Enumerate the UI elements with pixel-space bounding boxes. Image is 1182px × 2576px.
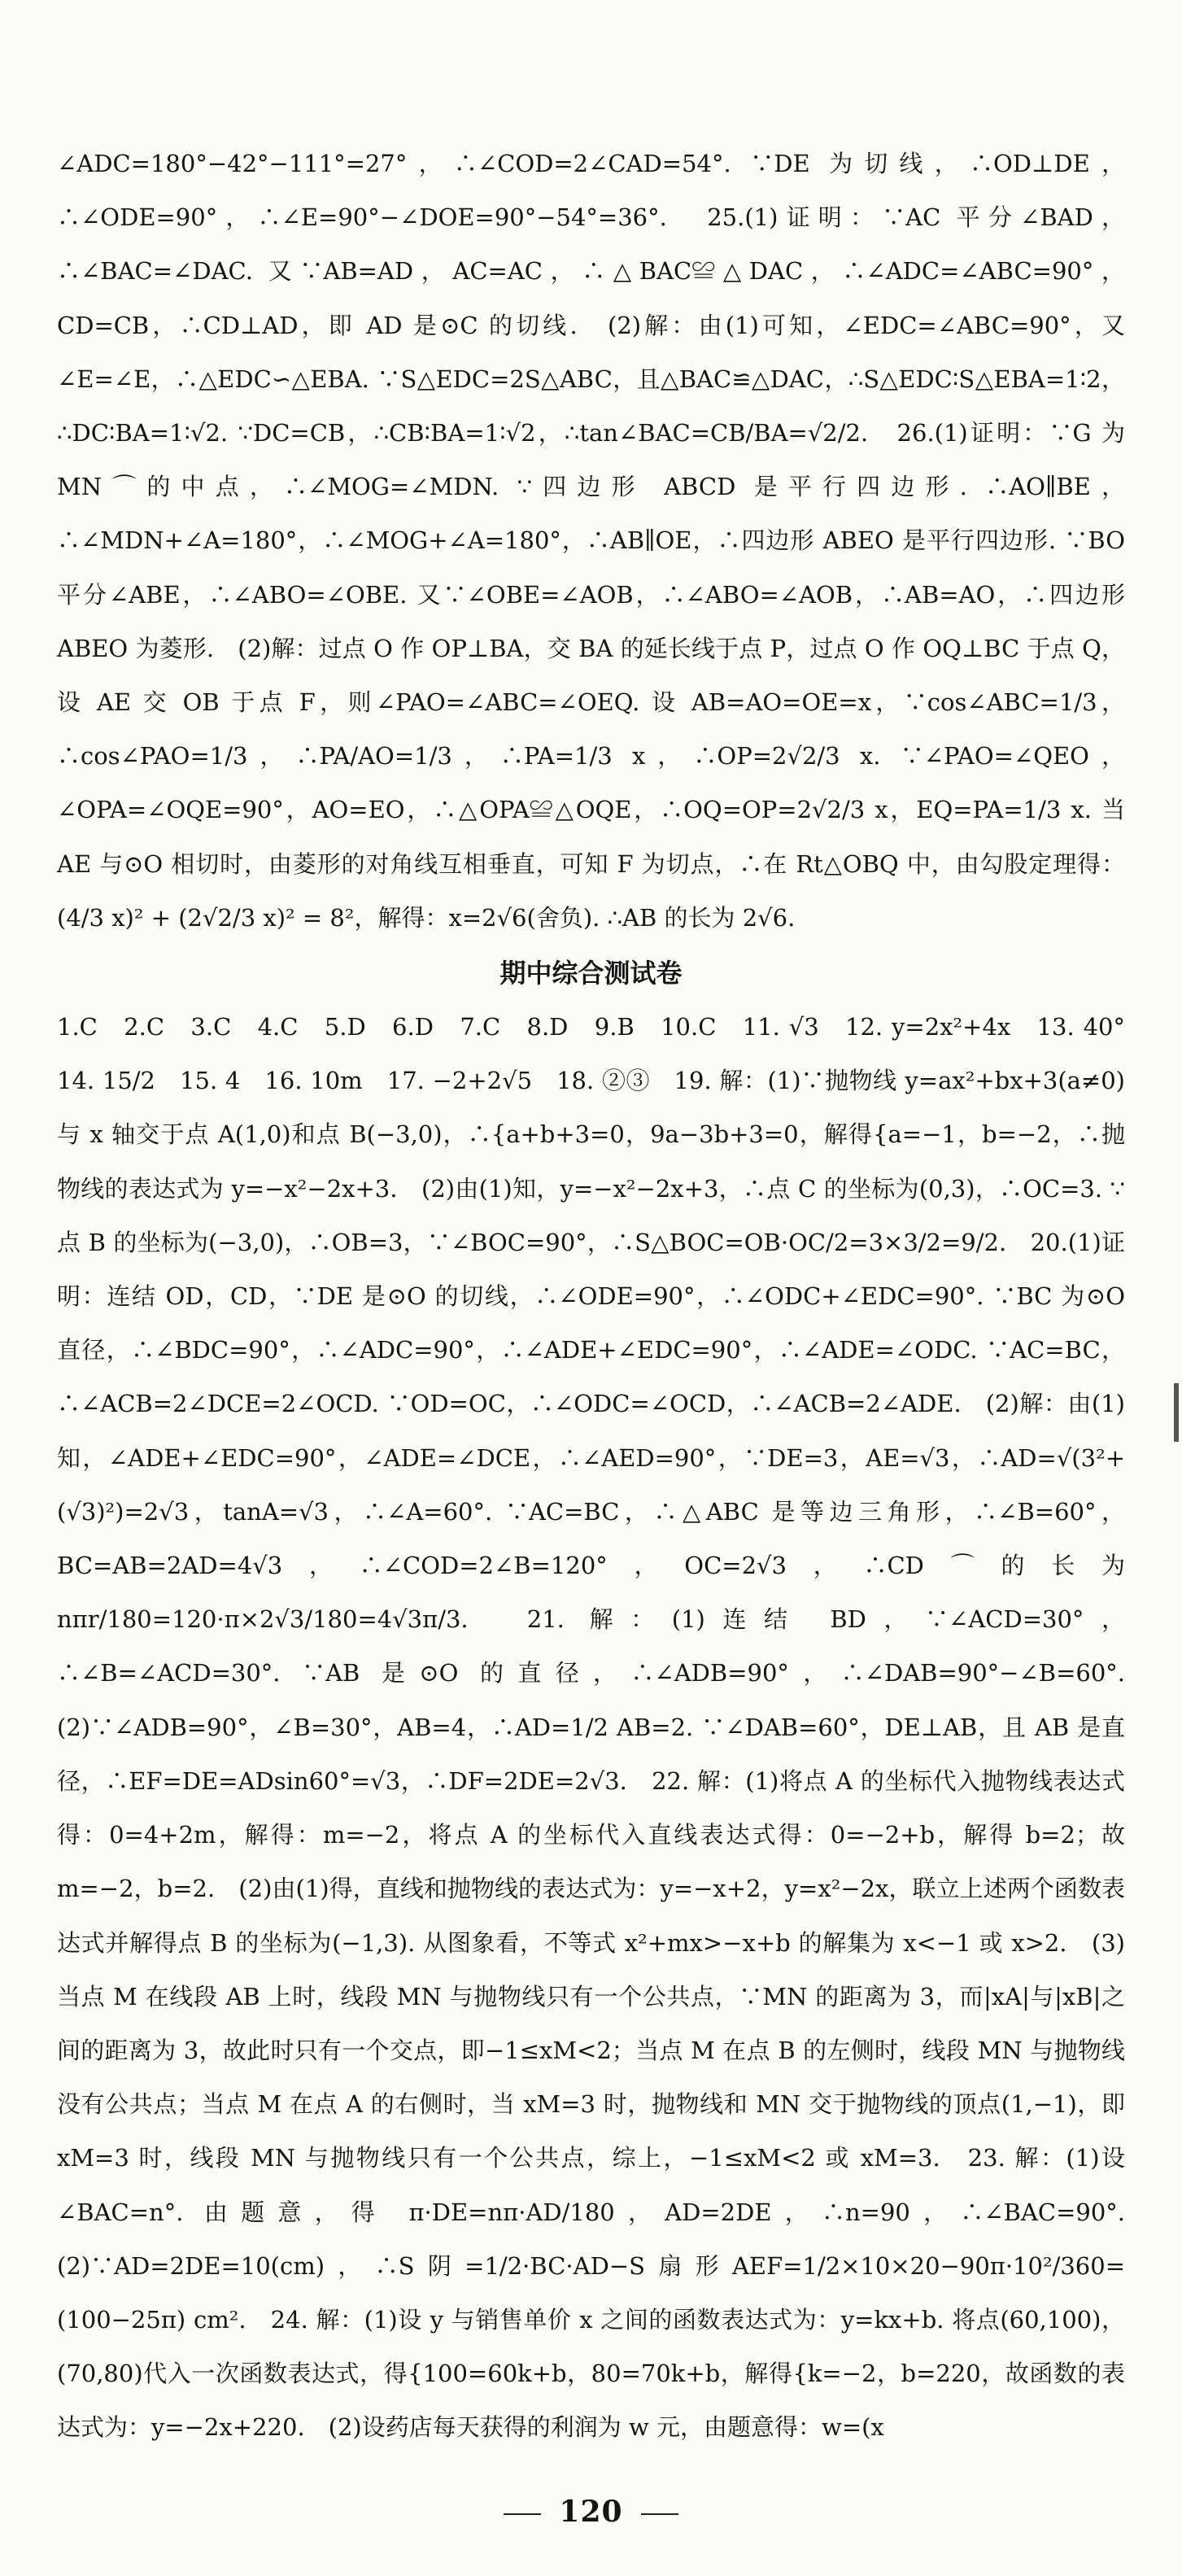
footer-dash-left [504, 2513, 541, 2515]
page-number: 120 [559, 2495, 623, 2529]
answer-paragraph-midterm: 1.C 2.C 3.C 4.C 5.D 6.D 7.C 8.D 9.B 10.C 11. √3 12. y=2x²+4x 13. 40° 14. 15/2 15. 4 16. 10m 17. −2+2√5 18. ②③ 19. 解：(1)∵抛物线 y=ax²+bx+3(a≠0)与 x 轴交于点 A(1,0)和点 B(−3,0)，∴{a+b+3=0，9a−3b+3=0，解得{a=−1，b=−2，∴抛物线的表达式为 y=−x²−2x+3. (2)由(1)知，y=−x²−2x+3，∴点 C 的坐标为(0,3)，∴OC=3. ∵点 B 的坐标为(−3,0)，∴OB=3，∵∠BOC=90°，∴S△BOC=OB·OC/2=3×3/2=9/2. 20.(1)证明：连结 OD，CD，∵DE 是⊙O 的切线，∴∠ODE=90°，∴∠ODC+∠EDC=90°. ∵BC 为⊙O 直径，∴∠BDC=90°，∴∠ADC=90°，∴∠ADE+∠EDC=90°，∴∠ADE=∠ODC. ∵AC=BC，∴∠ACB=2∠DCE=2∠OCD. ∵OD=OC，∴∠ODC=∠OCD，∴∠ACB=2∠ADE. (2)解：由(1)知，∠ADE+∠EDC=90°，∠ADE=∠DCE，∴∠AED=90°，∵DE=3，AE=√3，∴AD=√(3²+(√3)²)=2√3，tanA=√3，∴∠A=60°. ∵AC=BC，∴△ABC 是等边三角形，∴∠B=60°，BC=AB=2AD=4√3，∴∠COD=2∠B=120°，OC=2√3，∴CD⌒的长为 nπr/180=120·π×2√3/180=4√3π/3. 21. 解：(1)连结 BD，∵∠ACD=30°，∴∠B=∠ACD=30°. ∵AB 是⊙O 的直径，∴∠ADB=90°，∴∠DAB=90°−∠B=60°. (2)∵∠ADB=90°，∠B=30°，AB=4，∴AD=1/2 AB=2. ∵∠DAB=60°，DE⊥AB，且 AB 是直径，∴EF=DE=ADsin60°=√3，∴DF=2DE=2√3. 22. 解：(1)将点 A 的坐标代入抛物线表达式得：0=4+2m，解得：m=−2，将点 A 的坐标代入直线表达式得：0=−2+b，解得 b=2；故 m=−2，b=2. (2)由(1)得，直线和抛物线的表达式为：y=−x+2，y=x²−2x，联立上述两个函数表达式并解得点 B 的坐标为(−1,3). 从图象看，不等式 x²+mx>−x+b 的解集为 x<−1 或 x>2. (3)当点 M 在线段 AB 上时，线段 MN 与抛物线只有一个公共点，∵MN 的距离为 3，而|xA|与|xB|之间的距离为 3，故此时只有一个交点，即−1≤xM<2；当点 M 在点 B 的左侧时，线段 MN 与抛物线没有公共点；当点 M 在点 A 的右侧时，当 xM=3 时，抛物线和 MN 交于抛物线的顶点(1,−1)，即 xM=3 时，线段 MN 与抛物线只有一个公共点，综上，−1≤xM<2 或 xM=3. 23. 解：(1)设∠BAC=n°. 由题意，得 π·DE=nπ·AD/180，AD=2DE，∴n=90，∴∠BAC=90°. (2)∵AD=2DE=10(cm)，∴S阴=1/2·BC·AD−S扇形AEF=1/2×10×20−90π·10²/360=(100−25π) cm². 24. 解：(1)设 y 与销售单价 x 之间的函数表达式为：y=kx+b. 将点(60,100)，(70,80)代入一次函数表达式，得{100=60k+b，80=70k+b，解得{k=−2，b=220，故函数的表达式为：y=−2x+220. (2)设药店每天获得的利润为 w 元，由题意得：w=(x [57, 1013, 1149, 2442]
section-title: 期中综合测试卷 [499, 958, 683, 989]
edge-mark [1174, 1383, 1179, 1442]
footer-dash-right [641, 2513, 678, 2515]
page-number-footer [0, 2495, 1182, 2529]
answer-paragraph-continued: ∠ADC=180°−42°−111°=27°，∴∠COD=2∠CAD=54°. ∵DE 为切线，∴OD⊥DE，∴∠ODE=90°，∴∠E=90°−∠DOE=90°−54°=36°. 25.(1)证明：∵AC 平分∠BAD，∴∠BAC=∠DAC. 又∵AB=AD，AC=AC，∴△BAC≌△DAC，∴∠ADC=∠ABC=90°，CD=CB，∴CD⊥AD，即 AD 是⊙C 的切线. (2)解：由(1)可知，∠EDC=∠ABC=90°，又∠E=∠E，∴△EDC∽△EBA. ∵S△EDC=2S△ABC，且△BAC≌△DAC，∴S△EDC∶S△EBA=1∶2，∴DC∶BA=1∶√2. ∵DC=CB，∴CB∶BA=1∶√2，∴tan∠BAC=CB/BA=√2/2. 26.(1)证明：∵G 为MN⌒的中点，∴∠MOG=∠MDN. ∵四边形 ABCD 是平行四边形. ∴AO∥BE，∴∠MDN+∠A=180°，∴∠MOG+∠A=180°，∴AB∥OE，∴四边形 ABEO 是平行四边形. ∵BO 平分∠ABE，∴∠ABO=∠OBE. 又∵∠OBE=∠AOB，∴∠ABO=∠AOB，∴AB=AO，∴四边形 ABEO 为菱形. (2)解：过点 O 作 OP⊥BA，交 BA 的延长线于点 P，过点 O 作 OQ⊥BC 于点 Q，设 AE 交 OB 于点 F，则∠PAO=∠ABC=∠OEQ. 设 AB=AO=OE=x，∵cos∠ABC=1/3，∴cos∠PAO=1/3，∴PA/AO=1/3，∴PA=1/3 x，∴OP=2√2/3 x. ∵∠PAO=∠QEO，∠OPA=∠OQE=90°，AO=EO，∴△OPA≌△OQE，∴OQ=OP=2√2/3 x，EQ=PA=1/3 x. 当 AE 与⊙O 相切时，由菱形的对角线互相垂直，可知 F 为切点，∴在 Rt△OBQ 中，由勾股定理得：(4/3 x)² + (2√2/3 x)² = 8²，解得：x=2√6(舍负). ∴AB 的长为 2√6. [57, 150, 1125, 932]
